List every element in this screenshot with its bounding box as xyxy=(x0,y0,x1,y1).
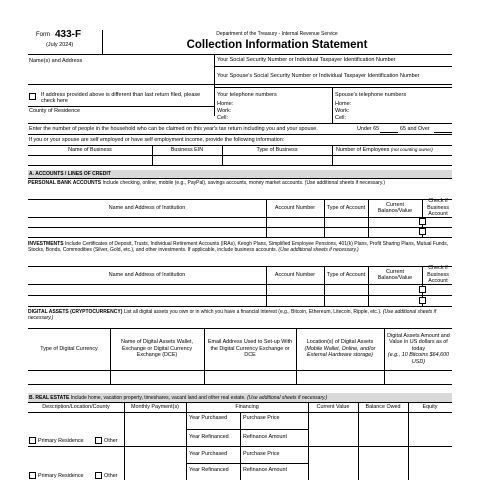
spouse-phones-label: Spouse's telephone numbers xyxy=(335,92,407,98)
re-row1-other-label: Other xyxy=(104,438,118,444)
employees-header: Number of Employees (not counting owner) xyxy=(336,147,433,153)
ssn-label: Your Social Security Number or Individual Taxpayer Identification Number xyxy=(217,57,396,63)
bank-row2-business-checkbox[interactable] xyxy=(419,228,426,235)
invest-col-institution: Name and Address of Institution xyxy=(108,271,186,278)
spouse-cell-label: Cell: xyxy=(335,115,347,121)
form-date: (July 2024) xyxy=(46,42,74,48)
re-row2-other-label: Other xyxy=(104,473,118,479)
bank-col-type: Type of Account xyxy=(326,204,366,211)
re-row2-other-checkbox[interactable] xyxy=(95,472,102,479)
over-65-field[interactable] xyxy=(434,132,452,133)
spouse-ssn-label: Your Spouse's Social Security Number or Individual Taxpayer Identification Number xyxy=(217,73,420,79)
business-text: If you or your spouse are self employed or have self employment income, provide the following information: xyxy=(29,137,285,143)
digital-col-wallet: Name of Digital Assets Wallet, Exchange or Digital Currency Exchange (DCE) xyxy=(121,339,193,359)
digital-assets-intro: DIGITAL ASSETS (CRYPTOCURRENCY) List all digital assets you own or in which you have a financial interest (e.g., Bitcoin, Ethereum, Litecoin, Ripple, etc.). (Use additional sheets if necessary.) xyxy=(28,309,437,322)
re-row2-primary-label: Primary Residence xyxy=(38,473,84,479)
spouse-work-label: Work: xyxy=(335,108,350,114)
re-row2-purchase-price: Purchase Price xyxy=(243,451,280,457)
under-65-label: Under 65 xyxy=(357,126,380,132)
investments-intro: INVESTMENTS Include Certificates of Deposit, Trusts, Individual Retirement Accounts (IRAs), Keogh Plans, Simplified Employee Pensions, 401(k) Plans, Profit Sharing Plans, Mutual Funds, Stocks, Bonds, Commodities (Silver, Gold, etc.), and other investments. If applicable, include business accounts. (Use additional sheets if necessary.) xyxy=(28,241,449,254)
re-row2-year-purchased: Year Purchased xyxy=(189,451,228,457)
bank-col-business: Check if Business Account xyxy=(427,198,449,218)
household-text: Enter the number of people in the household who can be claimed on this year's tax return including you and your spouse. xyxy=(29,126,318,132)
re-row1-year-refinanced: Year Refinanced xyxy=(189,434,229,440)
county-label: County of Residence xyxy=(29,108,81,114)
section-b-title: B. REAL ESTATE Include home, vacation property, timeshares, vacant land and other real estate. (Use additional sheets if necessary.) xyxy=(28,393,452,402)
bank-col-balance: Current Balance/Value xyxy=(377,201,413,214)
address-different-checkbox[interactable] xyxy=(29,93,36,100)
re-col-monthly: Monthly Payment(s) xyxy=(131,403,179,410)
business-type-header: Type of Business xyxy=(256,146,298,153)
invest-col-account-number: Account Number xyxy=(274,271,316,278)
department-label: Department of the Treasury - Internal Revenue Service xyxy=(216,31,338,37)
digital-col-email: Email Address Used to Set-up With the Digital Currency Exchange or DCE xyxy=(207,339,293,359)
bank-col-account-number: Account Number xyxy=(274,204,316,211)
work-label: Work: xyxy=(217,108,232,114)
bank-accounts-intro: PERSONAL BANK ACCOUNTS Include checking, online, mobile (e.g., PayPal), savings accounts, money market accounts. (Use additional sheets if necessary.) xyxy=(28,180,385,186)
digital-col-location: Location(s) of Digital Assets (Mobile Wallet, Online, and/or External Hardware storage) xyxy=(304,339,376,359)
invest-col-type: Type of Account xyxy=(326,271,366,278)
invest-col-balance: Current Balance/Value xyxy=(377,268,413,281)
digital-col-type: Type of Digital Currency xyxy=(40,345,98,352)
invest-col-business: Check if Business Account xyxy=(427,265,449,285)
cell-label: Cell: xyxy=(217,115,229,121)
re-col-desc: Description/Location/County xyxy=(42,403,110,410)
re-row1-year-purchased: Year Purchased xyxy=(189,415,228,421)
re-row1-other-checkbox[interactable] xyxy=(95,437,102,444)
digital-col-amount: Digital Assets Amount and Value in US dollars as of today (e.g., 10 Bitcoins $64,600 USD) xyxy=(387,332,450,365)
re-col-financing: Financing xyxy=(235,403,259,410)
re-row1-purchase-price: Purchase Price xyxy=(243,415,280,421)
bank-col-institution: Name and Address of Institution xyxy=(108,204,186,211)
over-65-label: 65 and Over xyxy=(400,126,430,132)
names-address-label: Name(s) and Address xyxy=(29,58,83,64)
phones-label: Your telephone numbers xyxy=(217,92,277,98)
re-row1-refinance-amount: Refinance Amount xyxy=(243,434,288,440)
spouse-home-label: Home: xyxy=(335,101,352,107)
re-row2-year-refinanced: Year Refinanced xyxy=(189,467,229,473)
home-label: Home: xyxy=(217,101,234,107)
form-number: 433-F xyxy=(55,29,82,40)
invest-row1-business-checkbox[interactable] xyxy=(419,286,426,293)
address-different-label: If address provided above is different than last return filed, please check here xyxy=(41,92,201,105)
business-ein-header: Business EIN xyxy=(170,146,204,153)
business-name-header: Name of Business xyxy=(68,146,112,153)
re-row2-primary-checkbox[interactable] xyxy=(29,472,36,479)
re-col-value: Current Value xyxy=(316,403,350,410)
re-row1-primary-label: Primary Residence xyxy=(38,438,84,444)
re-row1-primary-checkbox[interactable] xyxy=(29,437,36,444)
section-a-title: A. ACCOUNTS / LINES OF CREDIT xyxy=(28,170,452,178)
form-id-box xyxy=(28,28,102,52)
form-title: Collection Information Statement xyxy=(186,39,368,51)
bank-row1-business-checkbox[interactable] xyxy=(419,218,426,225)
invest-row2-business-checkbox[interactable] xyxy=(419,297,426,304)
under-65-field[interactable] xyxy=(380,132,398,133)
form-prefix: Form xyxy=(36,32,50,38)
re-row2-refinance-amount: Refinance Amount xyxy=(243,467,288,473)
re-col-equity: Equity xyxy=(422,403,438,410)
re-col-balance: Balance Owed xyxy=(365,403,401,410)
